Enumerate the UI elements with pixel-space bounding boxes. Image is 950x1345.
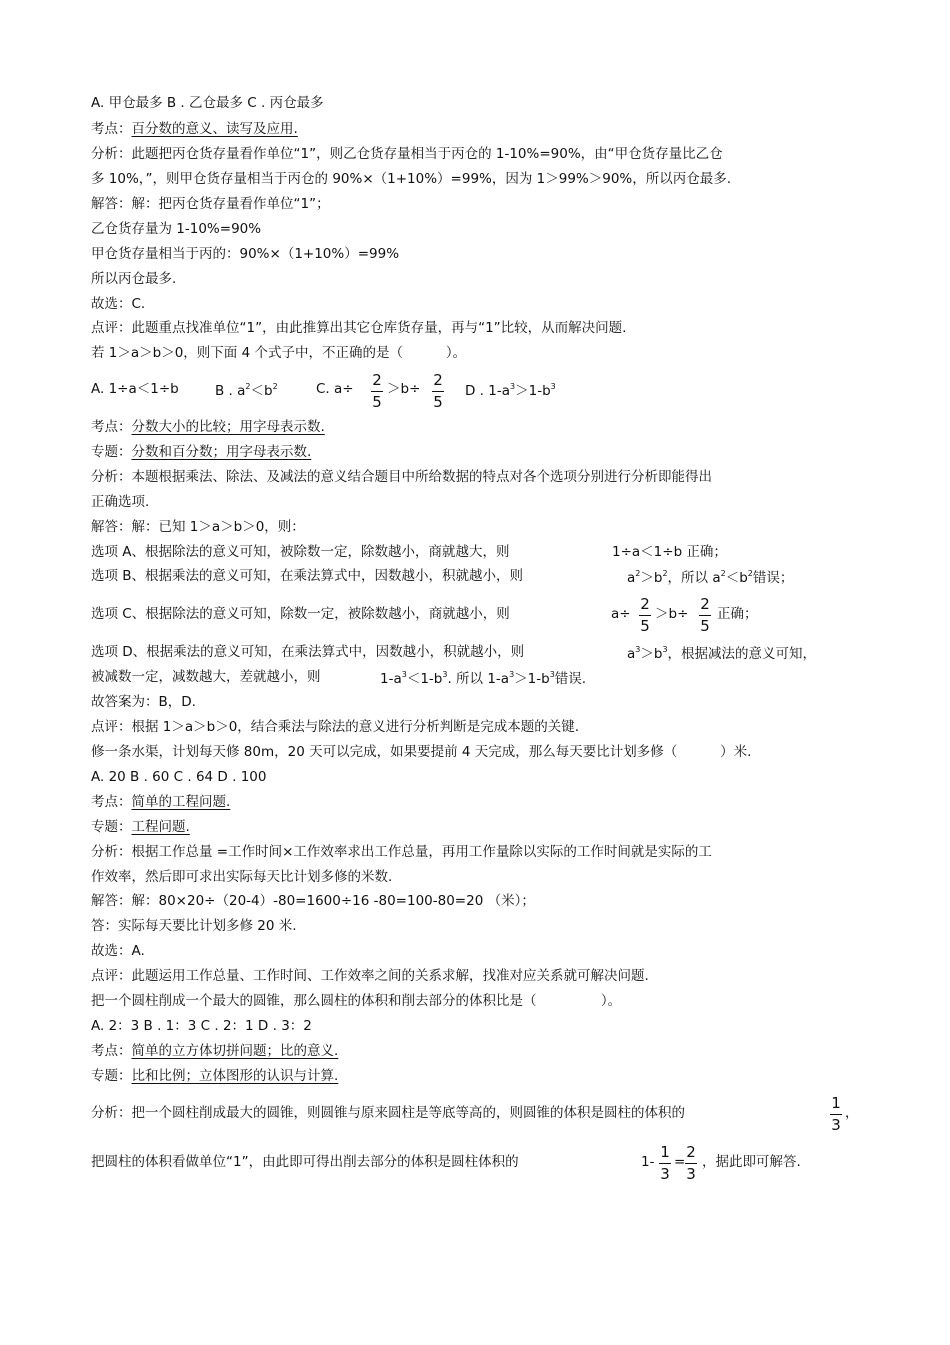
q4-fenxi-fraction-one-third: 1 3 [831,1094,841,1134]
q2-fenxi-line1: 分析：本题根据乘法、除法、及减法的意义结合题目中所给数据的特点对各个选项分别进行分析即能得出 [91,469,712,485]
q3-dianping: 点评：此题运用工作总量、工作时间、工作效率之间的关系求解，找准对应关系就可解决问题. [91,968,649,984]
q4-expr-eq: = [674,1154,686,1170]
q1-jieda: 解答：解：把丙仓货存量看作单位“1”； [91,196,330,212]
q2-stem: 若 1＞a＞b＞0，则下面 4 个式子中，不正确的是（ ）。 [91,345,467,361]
q3-fenxi-line2: 作效率，然后即可求出实际每天比计划多修的米数. [91,869,393,885]
q1-yi-line: 乙仓货存量为 1-10%=90% [91,221,262,237]
q2-xuanxiang-b-expr: $a^2>b^2$，所以 $a^2<b^2$错误； [627,569,794,586]
q1-guxuan: 故选：C. [91,296,146,312]
q2-xuanxiang-c-e3: 正确； [717,606,758,622]
q2-xuanxiang-d-text-2: 被减数一定，减数越大，差就越小，则 [91,669,321,685]
q3-da: 答：实际每天要比计划多修 20 米. [91,918,297,934]
q4-zhuanti: 专题：比和比例；立体图形的认识与计算. [91,1068,339,1084]
q2-option-d: D . $1-a^3>1-b^3$ [465,382,556,399]
q3-stem: 修一条水渠，计划每天修 80m，20 天可以完成，如果要提前 4 天完成，那么每天要比计划多修（ ）米. [91,744,752,760]
q4-expr-post: ，据此即可解答. [702,1154,801,1170]
q2-fenxi-line2: 正确选项. [91,494,150,510]
q2-option-c-pre: C. a÷ [316,381,354,397]
q2-xuanxiang-c-e1: a÷ [611,606,631,622]
q4-options: A. 2：3 B . 1：3 C . 2：1 D . 3：2 [91,1018,312,1034]
q2-xuanxiang-d-expr-2: $1-a^3<1-b^3$. 所以 $1-a^3>1-b^3$错误. [380,670,587,687]
q3-guxuan: 故选：A. [91,943,145,959]
q1-suoyi-line: 所以丙仓最多. [91,271,177,287]
q1-jia-line: 甲仓货存量相当于丙的：90%×（1+10%）=99% [91,246,400,262]
q4-kaodian: 考点：简单的立方体切拼问题；比的意义. [91,1043,339,1059]
q2-xuanxiang-c-text: 选项 C、根据除法的意义可知，除数一定，被除数越小，商就越小，则 [91,606,510,622]
q2-jieda: 解答：解：已知 1＞a＞b＞0，则： [91,519,305,535]
q1-kaodian: 考点：百分数的意义、读写及应用. [91,121,298,137]
q4-stem: 把一个圆柱削成一个最大的圆锥，那么圆柱的体积和削去部分的体积比是（ ）。 [91,993,622,1009]
q1-fenxi-line1: 分析：此题把丙仓货存量看作单位“1”，则乙仓货存量相当于丙仓的 1-10%=90%，由“甲仓货存量比乙仓 [91,146,723,162]
q3-options: A. 20 B . 60 C . 64 D . 100 [91,769,267,785]
q2-xuanxiang-d-expr: $a^3>b^3$，根据减法的意义可知， [627,645,817,662]
q2-xuanxiang-c-fraction-1: 2 5 [640,595,650,635]
q2-option-b: B . $a^2<b^2$ [215,382,278,399]
q2-xuanxiang-a-text: 选项 A、根据除法的意义可知，被除数一定，除数越小，商就越大，则 [91,544,510,560]
q4-fenxi-line2: 把圆柱的体积看做单位“1”，由此即可得出削去部分的体积是圆柱体积的 [91,1154,519,1170]
q4-fenxi-comma: ， [845,1105,859,1121]
q3-zhuanti: 专题：工程问题. [91,819,190,835]
q2-xuanxiang-d-text: 选项 D、根据乘法的意义可知，在乘法算式中，因数越小，积就越小，则 [91,644,525,660]
q2-dianping: 点评：根据 1＞a＞b＞0，结合乘法与除法的意义进行分析判断是完成本题的关键. [91,719,580,735]
q4-fenxi-line1: 分析：把一个圆柱削成最大的圆锥，则圆锥与原来圆柱是等底等高的，则圆锥的体积是圆柱的体积的 [91,1105,685,1121]
q3-jieda: 解答：解：80×20÷（20-4）-80=1600÷16 -80=100-80=20 （米）； [91,893,535,909]
q1-options: A. 甲仓最多 B . 乙仓最多 C . 丙仓最多 [91,95,324,111]
q2-zhuanti: 专题：分数和百分数；用字母表示数. [91,444,312,460]
q1-dianping: 点评：此题重点找准单位“1”，由此推算出其它仓库货存量，再与“1”比较，从而解决问题. [91,320,627,336]
q2-option-a: A. 1÷a＜1÷b [91,381,179,397]
q2-xuanxiang-b-text: 选项 B、根据乘法的意义可知，在乘法算式中，因数越小，积就越小，则 [91,568,524,584]
q2-option-c-fraction-2: 2 5 [433,371,443,411]
q4-expr-fraction-1: 1 3 [660,1143,670,1183]
q1-fenxi-line2: 多 10%，”，则甲仓货存量相当于丙仓的 90%×（1+10%）=99%，因为 1＞99%＞90%，所以丙仓最多. [91,171,732,187]
q2-xuanxiang-c-e2: ＞b÷ [655,606,689,622]
q2-option-c-mid: ＞b÷ [387,381,421,397]
q3-fenxi-line1: 分析：根据工作总量 =工作时间×工作效率求出工作总量，再用工作量除以实际的工作时间就是实际的工 [91,844,712,860]
q2-answer: 故答案为：B，D. [91,694,196,710]
q2-option-c-fraction-1: 2 5 [372,371,382,411]
q4-expr-pre: 1- [641,1154,655,1170]
q3-kaodian: 考点：简单的工程问题. [91,794,231,810]
q2-xuanxiang-c-fraction-2: 2 5 [700,595,710,635]
q2-kaodian: 考点：分数大小的比较；用字母表示数. [91,419,325,435]
q2-xuanxiang-a-expr: 1÷a＜1÷b 正确； [612,544,727,560]
q4-expr-fraction-2: 2 3 [686,1143,696,1183]
